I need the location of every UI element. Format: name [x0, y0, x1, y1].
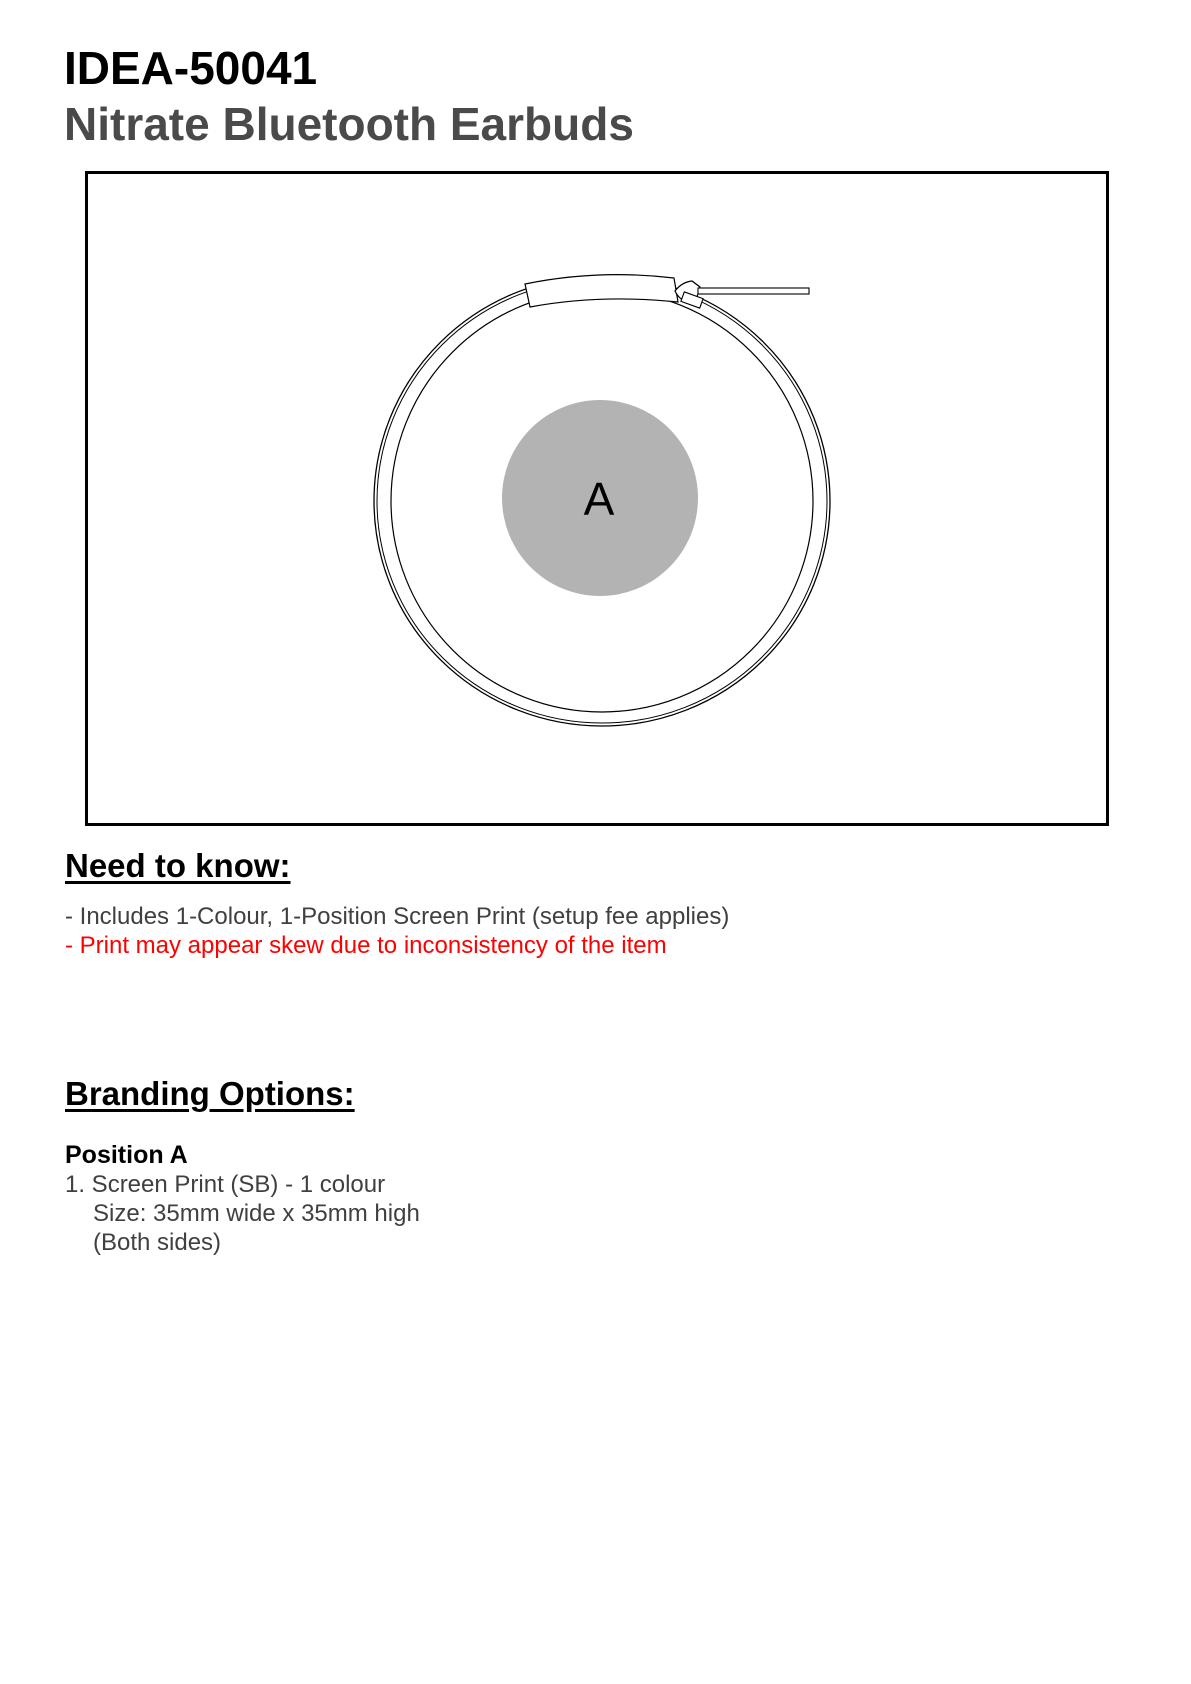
- hinge-band: [525, 275, 678, 307]
- branding-options-heading: Branding Options:: [65, 1075, 355, 1112]
- print-area-label: A: [583, 473, 615, 525]
- need-to-know-heading: Need to know:: [65, 847, 291, 884]
- product-name: Nitrate Bluetooth Earbuds: [64, 98, 634, 150]
- lanyard-strap: [698, 288, 809, 294]
- earbud-case-drawing: [88, 174, 1106, 823]
- note-includes: - Includes 1-Colour, 1-Position Screen Print (setup fee applies): [65, 903, 730, 930]
- note-skew-warning: - Print may appear skew due to inconsistency of the item: [65, 932, 667, 959]
- product-code: IDEA-50041: [64, 42, 318, 94]
- product-drawing-frame: [85, 171, 1109, 826]
- position-a-title: Position A: [65, 1141, 188, 1169]
- option-size: Size: 35mm wide x 35mm high: [93, 1200, 420, 1227]
- option-method: 1. Screen Print (SB) - 1 colour: [65, 1171, 386, 1198]
- option-sides: (Both sides): [93, 1229, 222, 1256]
